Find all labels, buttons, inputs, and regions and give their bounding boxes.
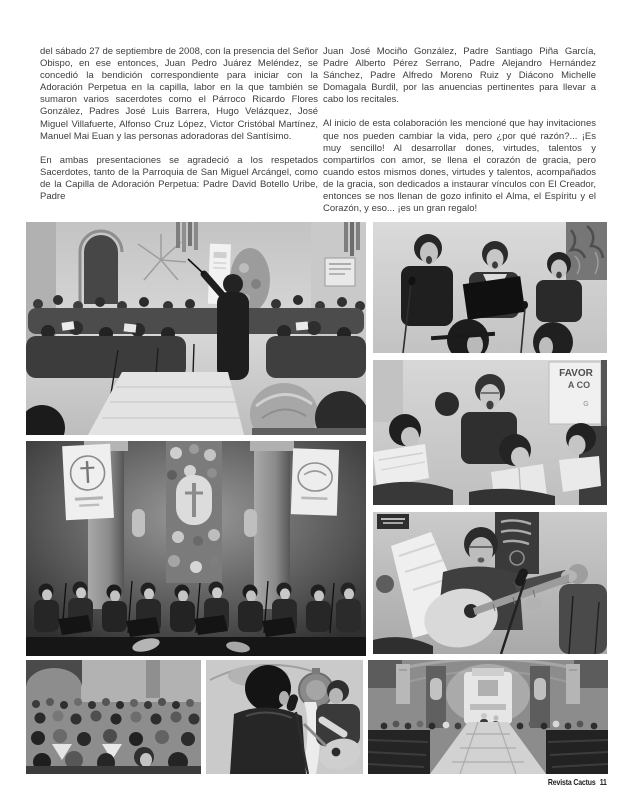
text-column-left xyxy=(40,46,318,215)
sign-text-line1: FAVOR xyxy=(559,368,593,379)
photo-church-nave xyxy=(368,660,608,774)
photo-congregation xyxy=(26,660,201,774)
banner-right xyxy=(291,448,339,516)
arched-doorway xyxy=(84,235,118,304)
sign-text-line2: A CO xyxy=(567,380,591,390)
paragraph-continuation: del sábado 27 de septiembre de 2008, con la presencia del Señor Obispo, en ese entonces, Juan Pedro Juárez Meléndez, se concedió la bendición correspondiente para iniciar con la Adoración Perpetua en la capilla, labor en la que también se sumaron varios sacerdotes como el Párroco Ricardo Flores González, Padres José Luis Barrera, Hugo Velázquez, José Miguel Villafuerte, Alfonso Cruz López, Victor Cristóbal Martínez, Manuel Mai Euan y las personas adoradoras del Santísimo. xyxy=(40,46,318,142)
photo-illustration xyxy=(206,660,363,774)
photo-altar-ensemble xyxy=(26,441,366,656)
sign-text-line3: G xyxy=(583,401,589,408)
side-statue-left xyxy=(132,509,145,537)
choir-man-left-head xyxy=(435,392,459,416)
banner-left xyxy=(62,444,114,520)
photo-orchestra-conductor xyxy=(26,222,366,435)
dark-banner xyxy=(495,512,539,574)
photo-illustration xyxy=(26,441,366,656)
high-altar xyxy=(464,668,512,724)
text-column-right xyxy=(323,46,596,227)
photo-women-singing xyxy=(373,222,607,353)
small-wall-sign xyxy=(377,514,409,529)
hand xyxy=(524,597,542,611)
carved-panel xyxy=(566,222,607,280)
paragraph-thanks: En ambas presentaciones se agradeció a los respetados Sacerdotes, tanto de la Parroquia de San Miguel Arcángel, como de la Capilla de Adoración Perpetua: Padre David Botello Uribe, Padre xyxy=(40,154,318,203)
photo-illustration xyxy=(373,222,607,353)
photo-illustration xyxy=(368,660,608,774)
page-footer xyxy=(548,777,607,787)
paragraph-reflection: Al inicio de esta colaboración les mencioné que hay invitaciones que nos pueden cambiar la vida, pero ¿por qué razón?... ¡Es muy sencillo! Al desarrollar dones, virtudes, talentos y compartirlos con amor, se llena el corazón de gracia, pero cuando estos mismos dones, virtudes y talentos, acompañados de la gracia, son dedicados a instaurar vínculos con El Creador, entonces se nos llenan de gozo infinito el Alma, el Espíritu y el Corazón, y eso... ¡es un gran regalo! xyxy=(323,118,596,215)
photo-guitarist xyxy=(373,512,607,654)
photo-young-singer xyxy=(206,660,363,774)
page-number: 11 xyxy=(599,777,607,787)
wall-plaque xyxy=(325,258,355,286)
photo-illustration xyxy=(26,222,366,435)
photo-illustration xyxy=(26,660,201,774)
photo-choir-music-books xyxy=(373,360,607,505)
wall-sign xyxy=(549,362,601,424)
magazine-name: Revista Cactus xyxy=(548,777,596,787)
photo-illustration xyxy=(373,512,607,654)
photo-illustration xyxy=(373,360,607,505)
altar-statue-niche xyxy=(176,475,212,525)
paragraph-priests: Juan José Mociño González, Padre Santiago Piña García, Padre Alberto Pérez Serrano, Padre Alejandro Hernández Sánchez, Padre Alfredo Moreno Ruiz y Diácono Michelle Domagala Burdil, por las anuencias pertinentes para llevar a cabo los recitales. xyxy=(323,46,596,106)
side-statue-right xyxy=(244,509,257,537)
